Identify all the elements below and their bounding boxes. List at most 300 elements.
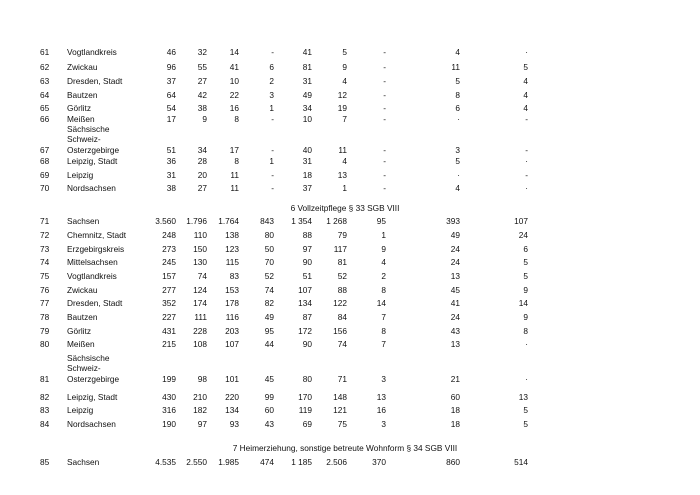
value-cell: 157	[162, 271, 176, 281]
table-row	[0, 298, 700, 309]
row-name: Nordsachsen	[67, 183, 116, 193]
value-cell: 51	[302, 271, 312, 281]
value-cell: 4	[342, 76, 347, 86]
value-cell: 64	[166, 90, 176, 100]
row-number: 73	[40, 244, 50, 254]
value-cell: 11	[338, 145, 347, 155]
value-cell: 81	[337, 257, 347, 267]
section-heading: 6 Vollzeitpflege § 33 SGB VIII	[290, 203, 400, 213]
value-cell: 31	[302, 156, 312, 166]
value-cell: 20	[197, 170, 207, 180]
value-cell: 393	[446, 216, 460, 226]
value-cell: 18	[450, 405, 460, 415]
value-cell: 172	[298, 326, 312, 336]
section-heading: 7 Heimerziehung, sonstige betreute Wohnform § 34 SGB VIII	[232, 443, 458, 453]
value-cell: -	[525, 145, 528, 155]
value-cell: -	[383, 183, 386, 193]
value-cell: 5	[523, 271, 528, 281]
value-cell: 80	[264, 230, 274, 240]
row-name: Görlitz	[67, 326, 91, 336]
value-cell: 49	[264, 312, 274, 322]
value-cell: -	[383, 170, 386, 180]
value-cell: 9	[342, 62, 347, 72]
value-cell: 107	[298, 285, 312, 295]
value-cell: -	[383, 145, 386, 155]
table-row	[0, 103, 700, 114]
row-number: 69	[40, 170, 50, 180]
value-cell: ·	[525, 339, 528, 349]
value-cell: 107	[225, 339, 239, 349]
value-cell: 178	[225, 298, 239, 308]
table-row	[0, 257, 700, 268]
value-cell: 210	[193, 392, 207, 402]
row-number: 78	[40, 312, 50, 322]
value-cell: 80	[302, 374, 312, 384]
value-cell: 1.985	[218, 457, 239, 467]
table-row	[0, 124, 700, 156]
value-cell: ·	[525, 183, 528, 193]
value-cell: 227	[162, 312, 176, 322]
value-cell: 31	[302, 76, 312, 86]
row-number: 75	[40, 271, 50, 281]
value-cell: 38	[166, 183, 176, 193]
value-cell: 90	[302, 257, 312, 267]
table-row	[0, 216, 700, 227]
value-cell: 107	[514, 216, 528, 226]
row-number: 66	[40, 114, 50, 124]
value-cell: 24	[450, 257, 460, 267]
row-number: 82	[40, 392, 50, 402]
value-cell: 430	[162, 392, 176, 402]
value-cell: 123	[225, 244, 239, 254]
row-name-line: Osterzgebirge	[67, 374, 120, 384]
value-cell: 121	[333, 405, 347, 415]
value-cell: 83	[229, 271, 239, 281]
table-row	[0, 90, 700, 101]
value-cell: 134	[298, 298, 312, 308]
value-cell: 79	[337, 230, 347, 240]
value-cell: 96	[166, 62, 176, 72]
value-cell: -	[383, 47, 386, 57]
value-cell: -	[383, 62, 386, 72]
value-cell: 98	[197, 374, 207, 384]
value-cell: 16	[376, 405, 386, 415]
row-name: Zwickau	[67, 285, 98, 295]
value-cell: 5	[342, 47, 347, 57]
value-cell: 21	[450, 374, 460, 384]
value-cell: 6	[455, 103, 460, 113]
value-cell: 27	[197, 76, 207, 86]
value-cell: 5	[523, 405, 528, 415]
value-cell: 182	[193, 405, 207, 415]
row-name: Sachsen	[67, 457, 100, 467]
value-cell: 119	[298, 405, 312, 415]
value-cell: -	[271, 170, 274, 180]
value-cell: 228	[193, 326, 207, 336]
value-cell: 199	[162, 374, 176, 384]
value-cell: 51	[166, 145, 176, 155]
row-number: 85	[40, 457, 50, 467]
row-name: Sachsen	[67, 216, 100, 226]
row-number: 64	[40, 90, 50, 100]
table-row	[0, 244, 700, 255]
value-cell: 28	[197, 156, 207, 166]
value-cell: 4.535	[155, 457, 176, 467]
value-cell: 41	[229, 62, 239, 72]
row-number: 61	[40, 47, 50, 57]
row-name-line: Sächsische	[67, 353, 110, 363]
value-cell: 170	[298, 392, 312, 402]
table-row	[0, 230, 700, 241]
value-cell: 153	[225, 285, 239, 295]
table-row	[0, 47, 700, 58]
value-cell: 87	[302, 312, 312, 322]
value-cell: 4	[342, 156, 347, 166]
value-cell: 37	[302, 183, 312, 193]
value-cell: 115	[225, 257, 239, 267]
table-row	[0, 285, 700, 296]
row-name: Meißen	[67, 114, 95, 124]
value-cell: 277	[162, 285, 176, 295]
value-cell: 203	[225, 326, 239, 336]
value-cell: ·	[525, 374, 528, 384]
row-name: Zwickau	[67, 62, 98, 72]
row-name: Mittelsachsen	[67, 257, 118, 267]
value-cell: 70	[264, 257, 274, 267]
value-cell: 13	[518, 392, 528, 402]
value-cell: 34	[197, 145, 207, 155]
value-cell: 99	[264, 392, 274, 402]
value-cell: 1.796	[186, 216, 207, 226]
value-cell: 24	[450, 244, 460, 254]
value-cell: 6	[523, 244, 528, 254]
value-cell: 5	[455, 156, 460, 166]
value-cell: 150	[193, 244, 207, 254]
value-cell: 4	[455, 47, 460, 57]
value-cell: ·	[457, 114, 460, 124]
row-name: Meißen	[67, 339, 95, 349]
value-cell: 138	[225, 230, 239, 240]
value-cell: 2	[381, 271, 386, 281]
value-cell: 245	[162, 257, 176, 267]
table-row	[0, 353, 700, 385]
value-cell: 9	[523, 285, 528, 295]
value-cell: 82	[264, 298, 274, 308]
row-number: 83	[40, 405, 50, 415]
value-cell: 49	[450, 230, 460, 240]
value-cell: 17	[229, 145, 239, 155]
row-number: 80	[40, 339, 50, 349]
row-name: Dresden, Stadt	[67, 76, 123, 86]
value-cell: 95	[376, 216, 386, 226]
value-cell: 45	[450, 285, 460, 295]
row-number: 77	[40, 298, 50, 308]
row-number: 70	[40, 183, 50, 193]
value-cell: 18	[302, 170, 312, 180]
value-cell: 10	[302, 114, 312, 124]
row-name: Görlitz	[67, 103, 91, 113]
row-name: Nordsachsen	[67, 419, 116, 429]
value-cell: 46	[166, 47, 176, 57]
value-cell: 13	[376, 392, 386, 402]
value-cell: 3	[269, 90, 274, 100]
value-cell: 156	[333, 326, 347, 336]
row-number: 62	[40, 62, 50, 72]
value-cell: 41	[302, 47, 312, 57]
table-row	[0, 183, 700, 194]
value-cell: 90	[302, 339, 312, 349]
value-cell: 45	[264, 374, 274, 384]
value-cell: 111	[194, 312, 207, 322]
value-cell: 37	[166, 76, 176, 86]
value-cell: 14	[518, 298, 528, 308]
value-cell: 13	[450, 339, 460, 349]
value-cell: 27	[197, 183, 207, 193]
row-number: 65	[40, 103, 50, 113]
value-cell: 32	[197, 47, 207, 57]
value-cell: 49	[302, 90, 312, 100]
row-name: Bautzen	[67, 312, 98, 322]
value-cell: 97	[197, 419, 207, 429]
value-cell: 40	[302, 145, 312, 155]
value-cell: 3	[381, 419, 386, 429]
value-cell: 52	[337, 271, 347, 281]
value-cell: 88	[302, 230, 312, 240]
value-cell: 11	[230, 170, 239, 180]
value-cell: 13	[337, 170, 347, 180]
table-row	[0, 339, 700, 350]
value-cell: 1	[342, 183, 347, 193]
value-cell: 5	[523, 62, 528, 72]
value-cell: 215	[162, 339, 176, 349]
value-cell: 9	[202, 114, 207, 124]
value-cell: -	[383, 76, 386, 86]
row-number: 74	[40, 257, 50, 267]
value-cell: 3	[455, 145, 460, 155]
value-cell: 38	[197, 103, 207, 113]
value-cell: 352	[162, 298, 176, 308]
value-cell: 11	[230, 183, 239, 193]
table-row	[0, 156, 700, 167]
table-row	[0, 62, 700, 73]
value-cell: 75	[337, 419, 347, 429]
table-row	[0, 419, 700, 430]
value-cell: 316	[162, 405, 176, 415]
row-name: Chemnitz, Stadt	[67, 230, 127, 240]
value-cell: 1	[381, 230, 386, 240]
value-cell: 3	[381, 374, 386, 384]
value-cell: 43	[264, 419, 274, 429]
value-cell: 190	[162, 419, 176, 429]
value-cell: 74	[264, 285, 274, 295]
value-cell: 2.506	[326, 457, 347, 467]
value-cell: 31	[166, 170, 176, 180]
value-cell: 19	[337, 103, 347, 113]
value-cell: 17	[166, 114, 176, 124]
value-cell: 88	[337, 285, 347, 295]
value-cell: 74	[337, 339, 347, 349]
row-number: 68	[40, 156, 50, 166]
value-cell: 370	[372, 457, 386, 467]
table-row	[0, 405, 700, 416]
row-number: 67	[40, 145, 50, 155]
value-cell: -	[525, 114, 528, 124]
value-cell: 174	[193, 298, 207, 308]
value-cell: 60	[450, 392, 460, 402]
value-cell: -	[525, 170, 528, 180]
value-cell: 110	[193, 230, 207, 240]
value-cell: 84	[337, 312, 347, 322]
value-cell: 2	[269, 76, 274, 86]
value-cell: 24	[450, 312, 460, 322]
value-cell: 8	[381, 326, 386, 336]
value-cell: 108	[193, 339, 207, 349]
value-cell: 4	[523, 103, 528, 113]
value-cell: ·	[457, 170, 460, 180]
value-cell: 2.550	[186, 457, 207, 467]
value-cell: 11	[451, 62, 460, 72]
row-number: 76	[40, 285, 50, 295]
value-cell: 14	[376, 298, 386, 308]
value-cell: 81	[302, 62, 312, 72]
value-cell: 860	[446, 457, 460, 467]
value-cell: 4	[523, 90, 528, 100]
value-cell: -	[383, 156, 386, 166]
value-cell: 273	[162, 244, 176, 254]
value-cell: 9	[381, 244, 386, 254]
value-cell: 5	[523, 419, 528, 429]
value-cell: 43	[450, 326, 460, 336]
value-cell: 116	[225, 312, 239, 322]
value-cell: 7	[381, 339, 386, 349]
value-cell: 9	[523, 312, 528, 322]
value-cell: 24	[518, 230, 528, 240]
value-cell: 1 185	[291, 457, 312, 467]
value-cell: -	[271, 145, 274, 155]
value-cell: 8	[523, 326, 528, 336]
value-cell: 54	[166, 103, 176, 113]
row-number: 72	[40, 230, 50, 240]
row-name-line: Sächsische	[67, 124, 110, 134]
value-cell: 34	[302, 103, 312, 113]
row-name: Dresden, Stadt	[67, 298, 123, 308]
value-cell: -	[271, 183, 274, 193]
value-cell: 1	[269, 103, 274, 113]
value-cell: 117	[333, 244, 347, 254]
value-cell: 130	[193, 257, 207, 267]
row-name-line: Schweiz-	[67, 134, 101, 144]
value-cell: 50	[264, 244, 274, 254]
value-cell: ·	[525, 47, 528, 57]
value-cell: 8	[234, 156, 239, 166]
value-cell: 7	[342, 114, 347, 124]
value-cell: 18	[450, 419, 460, 429]
row-name: Leipzig, Stadt	[67, 156, 118, 166]
value-cell: 1	[269, 156, 274, 166]
value-cell: 431	[162, 326, 176, 336]
value-cell: 22	[229, 90, 239, 100]
value-cell: 843	[260, 216, 274, 226]
value-cell: 93	[229, 419, 239, 429]
row-name: Leipzig	[67, 405, 94, 415]
table-row	[0, 76, 700, 87]
value-cell: 16	[229, 103, 239, 113]
value-cell: 12	[337, 90, 347, 100]
row-name: Bautzen	[67, 90, 98, 100]
value-cell: 60	[264, 405, 274, 415]
row-name: Vogtlandkreis	[67, 47, 117, 57]
value-cell: 41	[450, 298, 460, 308]
value-cell: 8	[455, 90, 460, 100]
value-cell: 4	[455, 183, 460, 193]
value-cell: 1 354	[291, 216, 312, 226]
row-name: Vogtlandkreis	[67, 271, 117, 281]
value-cell: 148	[333, 392, 347, 402]
value-cell: 3.560	[155, 216, 176, 226]
table-row	[0, 457, 700, 468]
row-name: Leipzig	[67, 170, 94, 180]
value-cell: 5	[455, 76, 460, 86]
value-cell: 36	[166, 156, 176, 166]
table-row	[0, 312, 700, 323]
value-cell: 1.764	[218, 216, 239, 226]
value-cell: 10	[229, 76, 239, 86]
row-name: Leipzig, Stadt	[67, 392, 118, 402]
value-cell: -	[383, 90, 386, 100]
row-number: 84	[40, 419, 50, 429]
value-cell: -	[271, 114, 274, 124]
value-cell: 52	[264, 271, 274, 281]
value-cell: -	[271, 47, 274, 57]
value-cell: 1 268	[326, 216, 347, 226]
value-cell: 7	[381, 312, 386, 322]
value-cell: 4	[523, 76, 528, 86]
row-name-line: Schweiz-	[67, 363, 101, 373]
value-cell: 97	[302, 244, 312, 254]
value-cell: 124	[193, 285, 207, 295]
table-row	[0, 271, 700, 282]
value-cell: 220	[225, 392, 239, 402]
value-cell: 13	[450, 271, 460, 281]
value-cell: -	[383, 114, 386, 124]
value-cell: 55	[197, 62, 207, 72]
value-cell: 4	[381, 257, 386, 267]
value-cell: 42	[197, 90, 207, 100]
value-cell: 5	[523, 257, 528, 267]
value-cell: 95	[264, 326, 274, 336]
table-row	[0, 392, 700, 403]
value-cell: ·	[525, 156, 528, 166]
value-cell: 69	[302, 419, 312, 429]
value-cell: 474	[260, 457, 274, 467]
value-cell: 8	[381, 285, 386, 295]
table-row	[0, 326, 700, 337]
row-number: 81	[40, 374, 50, 384]
value-cell: 44	[264, 339, 274, 349]
row-name: Erzgebirgskreis	[67, 244, 125, 254]
value-cell: 74	[197, 271, 207, 281]
value-cell: 101	[225, 374, 239, 384]
value-cell: 248	[162, 230, 176, 240]
row-number: 79	[40, 326, 50, 336]
value-cell: 71	[337, 374, 347, 384]
row-name-line: Osterzgebirge	[67, 145, 120, 155]
value-cell: 134	[225, 405, 239, 415]
value-cell: 14	[229, 47, 239, 57]
value-cell: 122	[333, 298, 347, 308]
table-row	[0, 170, 700, 181]
value-cell: 514	[514, 457, 528, 467]
